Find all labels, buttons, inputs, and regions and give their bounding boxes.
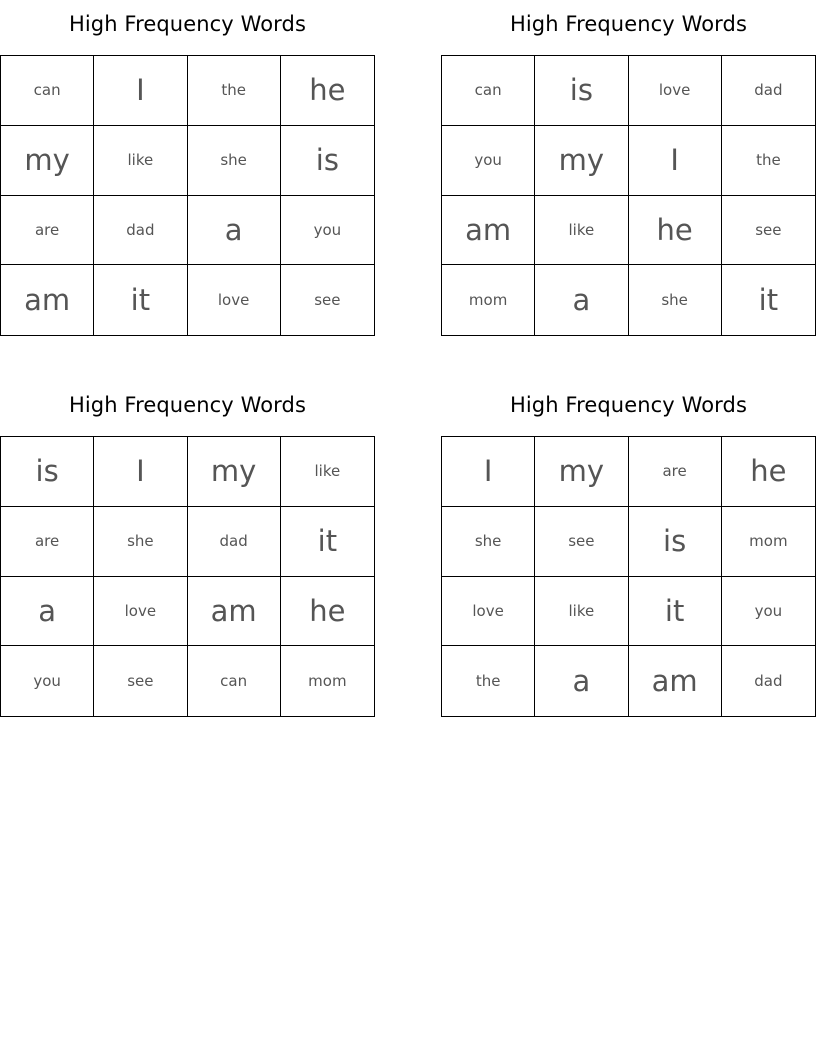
word-cell: dad xyxy=(722,56,815,126)
word-cell: mom xyxy=(308,672,347,691)
word-cell: it xyxy=(629,577,722,647)
word-grid xyxy=(441,436,816,717)
word-cell: my xyxy=(188,437,281,507)
word-cell: it xyxy=(281,507,374,577)
word-cell: mom xyxy=(722,507,815,577)
word-cell: are xyxy=(629,437,722,507)
word-cell: can xyxy=(442,56,535,126)
word-cell: I xyxy=(629,126,722,196)
word-cell: mom xyxy=(442,265,535,335)
card-title: High Frequency Words xyxy=(509,393,748,417)
word-cell: a xyxy=(535,265,628,335)
word-cell: can xyxy=(1,56,94,126)
word-cell: see xyxy=(722,196,815,266)
word-cell: like xyxy=(281,437,374,507)
word-cell: see xyxy=(94,646,187,716)
word-cell: dad xyxy=(94,196,187,266)
word-cell: love xyxy=(188,265,281,335)
word-cell: are xyxy=(1,507,94,577)
word-cell: he xyxy=(722,437,815,507)
word-cell: the xyxy=(188,56,281,126)
word-cell: am xyxy=(188,577,281,647)
word-cell: it xyxy=(758,283,779,318)
word-cell: a xyxy=(1,577,94,647)
word-cell: you xyxy=(722,577,815,647)
word-cell: he xyxy=(281,56,374,126)
word-cell: see xyxy=(314,291,341,310)
word-cell: he xyxy=(629,196,722,266)
word-cell: she xyxy=(188,126,281,196)
word-cell: you xyxy=(442,126,535,196)
word-cell: she xyxy=(442,507,535,577)
word-cell: my xyxy=(535,126,628,196)
word-cell: my xyxy=(1,126,94,196)
word-cell: dad xyxy=(754,672,783,691)
card-title: High Frequency Words xyxy=(68,393,307,417)
card-title: High Frequency Words xyxy=(68,12,307,36)
word-cell: a xyxy=(535,646,628,716)
word-cell: am xyxy=(1,265,94,335)
word-grid xyxy=(441,55,816,336)
word-cell: I xyxy=(94,56,187,126)
word-cell: I xyxy=(94,437,187,507)
word-cell: the xyxy=(442,646,535,716)
word-cell: like xyxy=(94,126,187,196)
word-cell: she xyxy=(94,507,187,577)
word-cell: she xyxy=(629,265,722,335)
word-cell: see xyxy=(535,507,628,577)
word-cell: are xyxy=(1,196,94,266)
word-cell: love xyxy=(629,56,722,126)
word-cell: he xyxy=(281,577,374,647)
word-cell: dad xyxy=(188,507,281,577)
card-title: High Frequency Words xyxy=(509,12,748,36)
word-cell: can xyxy=(188,646,281,716)
word-cell: you xyxy=(281,196,374,266)
word-cell: the xyxy=(722,126,815,196)
word-cell: it xyxy=(94,265,187,335)
word-cell: like xyxy=(535,577,628,647)
word-cell: am xyxy=(629,646,722,716)
word-grid xyxy=(0,55,375,336)
word-cell: is xyxy=(281,126,374,196)
word-cell: a xyxy=(188,196,281,266)
word-cell: love xyxy=(442,577,535,647)
word-cell: my xyxy=(535,437,628,507)
word-cell: am xyxy=(442,196,535,266)
word-cell: is xyxy=(535,56,628,126)
word-cell: you xyxy=(1,646,94,716)
word-cell: is xyxy=(1,437,94,507)
word-cell: I xyxy=(442,437,535,507)
word-cell: is xyxy=(629,507,722,577)
word-cell: love xyxy=(94,577,187,647)
word-grid xyxy=(0,436,375,717)
word-cell: like xyxy=(535,196,628,266)
